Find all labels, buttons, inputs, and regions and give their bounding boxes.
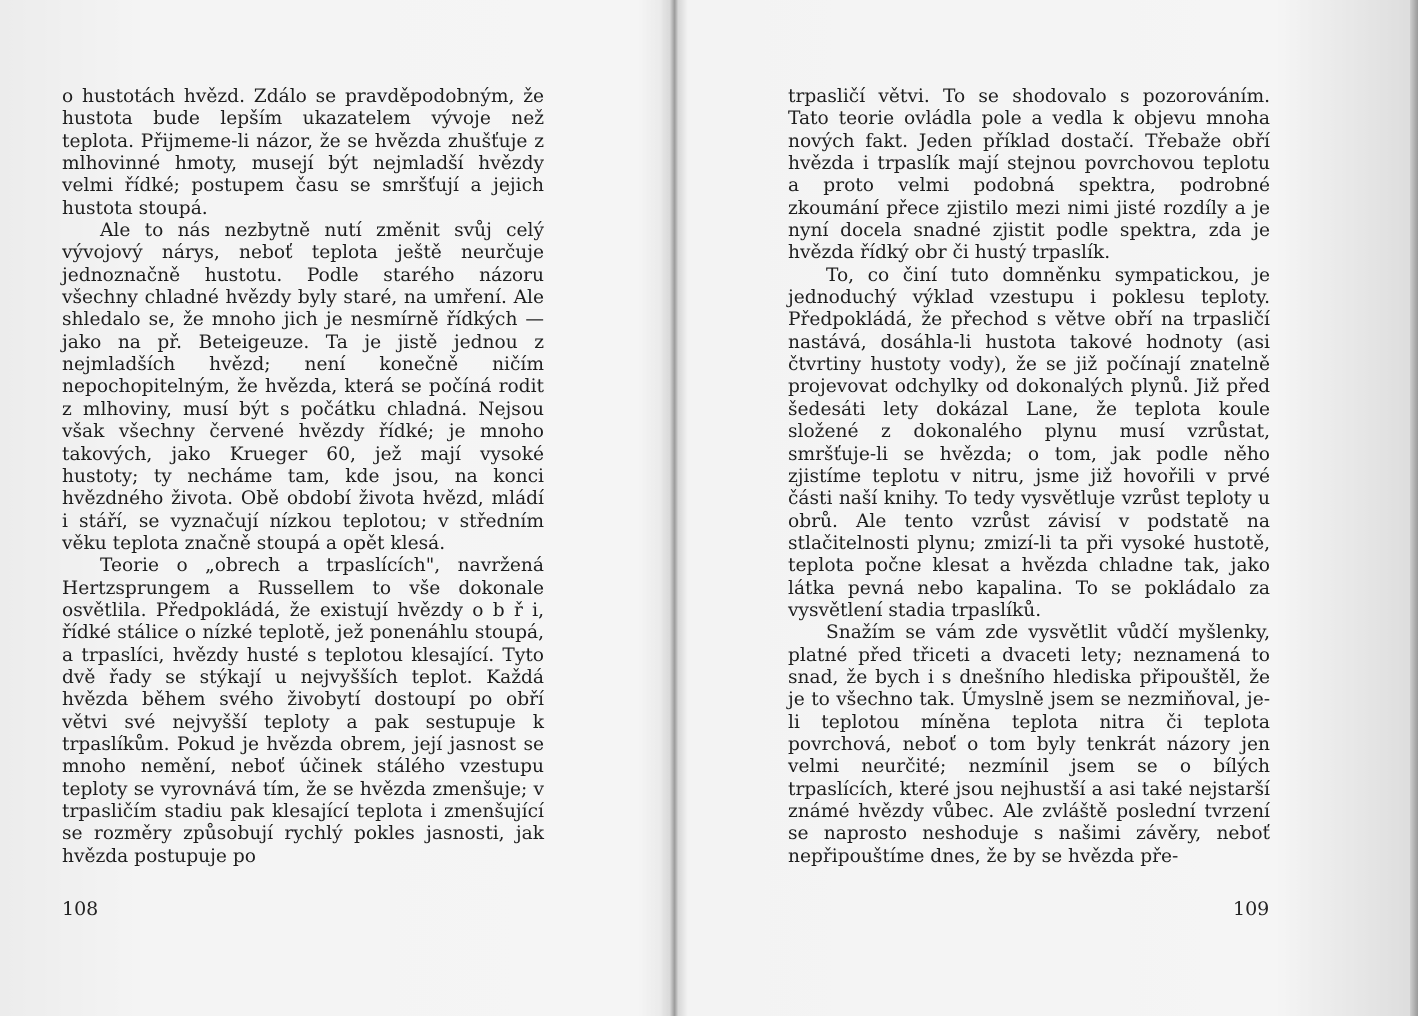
left-paragraph-3: Teorie o „obrech a trpaslících", navržená Hertzsprungem a Russellem to vše dokonale osvětlila. Předpokládá, že existují hvězdy o b ř i, řídké stálice o nízké teplotě, jež ponenáhlu stoupá, a trpaslíci, hvězdy husté s teplotou klesající. Tyto dvě řady se stýkají u nejvyšších teplot. Každá hvězda během svého živobytí dostoupí po obří větvi své nejvyšší teploty a pak sestupuje k trpaslíkům. Pokud je hvězda obrem, její jasnost se mnoho nemění, neboť účinek stálého vzestupu teploty se vyrovnává tím, že se hvězda zmenšuje; v trpasličím stadiu pak klesající teplota i zmenšující se rozměry způsobují rychlý pokles jasnosti, jak hvězda postupuje po bbox=[62, 555, 544, 867]
right-page-text bbox=[788, 86, 1270, 868]
book-gutter bbox=[660, 0, 688, 1016]
page-edge bbox=[1410, 0, 1418, 1016]
left-paragraph-1: o hustotách hvězd. Zdálo se pravděpodobným, že hustota bude lepším ukazatelem vývoje než teplota. Přijmeme-li názor, že se hvězda zhušťuje z mlhovinné hmoty, musejí být nejmladší hvězdy velmi řídké; postupem času se smršťují a jejich hustota stoupá. bbox=[62, 86, 544, 219]
right-paragraph-3: Snažím se vám zde vysvětlit vůdčí myšlenky, platné před třiceti a dvaceti lety; neznamená to snad, že bych i s dnešního hlediska připouštěl, že je to všechno tak. Úmyslně jsem se nezmiňoval, je-li teplotou míněna teplota nitra či teplota povrchová, neboť o tom byly tenkrát názory jen velmi neurčité; nezmínil jsem se o bílých trpaslících, které jsou nejhustší a asi také nejstarší známé hvězdy vůbec. Ale zvláště poslední tvrzení se naprosto neshoduje s našimi závěry, neboť nepřipouštíme dnes, že by se hvězda pře- bbox=[788, 622, 1270, 867]
left-paragraph-2: Ale to nás nezbytně nutí změnit svůj celý vývojový nárys, neboť teplota ještě neurčuje jednoznačně hustotu. Podle starého názoru všechny chladné hvězdy byly staré, na umření. Ale shledalo se, že mnoho jich je nesmírně řídkých — jako na př. Beteigeuze. Ta je jistě jednou z nejmladších hvězd; není konečně ničím nepochopitelným, že hvězda, která se počíná rodit z mlhoviny, musí být s počátku chladná. Nejsou však všechny červené hvězdy řídké; je mnoho takových, jako Krueger 60, jež mají vysoké hustoty; ty necháme tam, kde jsou, na konci hvězdného života. Obě období života hvězd, mládí i stáří, se vyznačují nízkou teplotou; v středním věku teplota značně stoupá a opět klesá. bbox=[62, 220, 544, 554]
right-paragraph-2: To, co činí tuto domněnku sympatickou, je jednoduchý výklad vzestupu i poklesu teploty. Předpokládá, že přechod s větve obří na trpasličí nastává, dosáhla-li hustota takové hodnoty (asi čtvrtiny hustoty vody), že se již počínají znatelně projevovat odchylky od dokonalých plynů. Již před šedesáti lety dokázal Lane, že teplota koule složené z dokonalého plynu musí vzrůstat, smršťuje-li se hvězda; o tom, jak podle něho zjistíme teplotu v nitru, jsme již hovořili v prvé části naší knihy. To tedy vysvětluje vzrůst teploty u obrů. Ale tento vzrůst závisí v podstatě na stlačitelnosti plynu; zmizí-li ta při vysoké hustotě, teplota počne klesat a hvězda chladne tak, jako látka pevná nebo kapalina. To se pokládalo za vysvětlení stadia trpaslíků. bbox=[788, 264, 1270, 621]
right-paragraph-1: trpasličí větvi. To se shodovalo s pozorováním. Tato teorie ovládla pole a vedla k objevu mnoha nových fakt. Jeden příklad dostačí. Třebaže obří hvězda i trpaslík mají stejnou povrchovou teplotu a proto velmi podobná spektra, podrobné zkoumání přece zjistilo mezi nimi jisté rozdíly a je nyní docela snadné zjistit podle spektra, zda je hvězda řídký obr či hustý trpaslík. bbox=[788, 86, 1270, 264]
left-page-text bbox=[62, 86, 544, 868]
left-page-number: 108 bbox=[62, 898, 99, 920]
right-page-number: 109 bbox=[1233, 898, 1270, 920]
